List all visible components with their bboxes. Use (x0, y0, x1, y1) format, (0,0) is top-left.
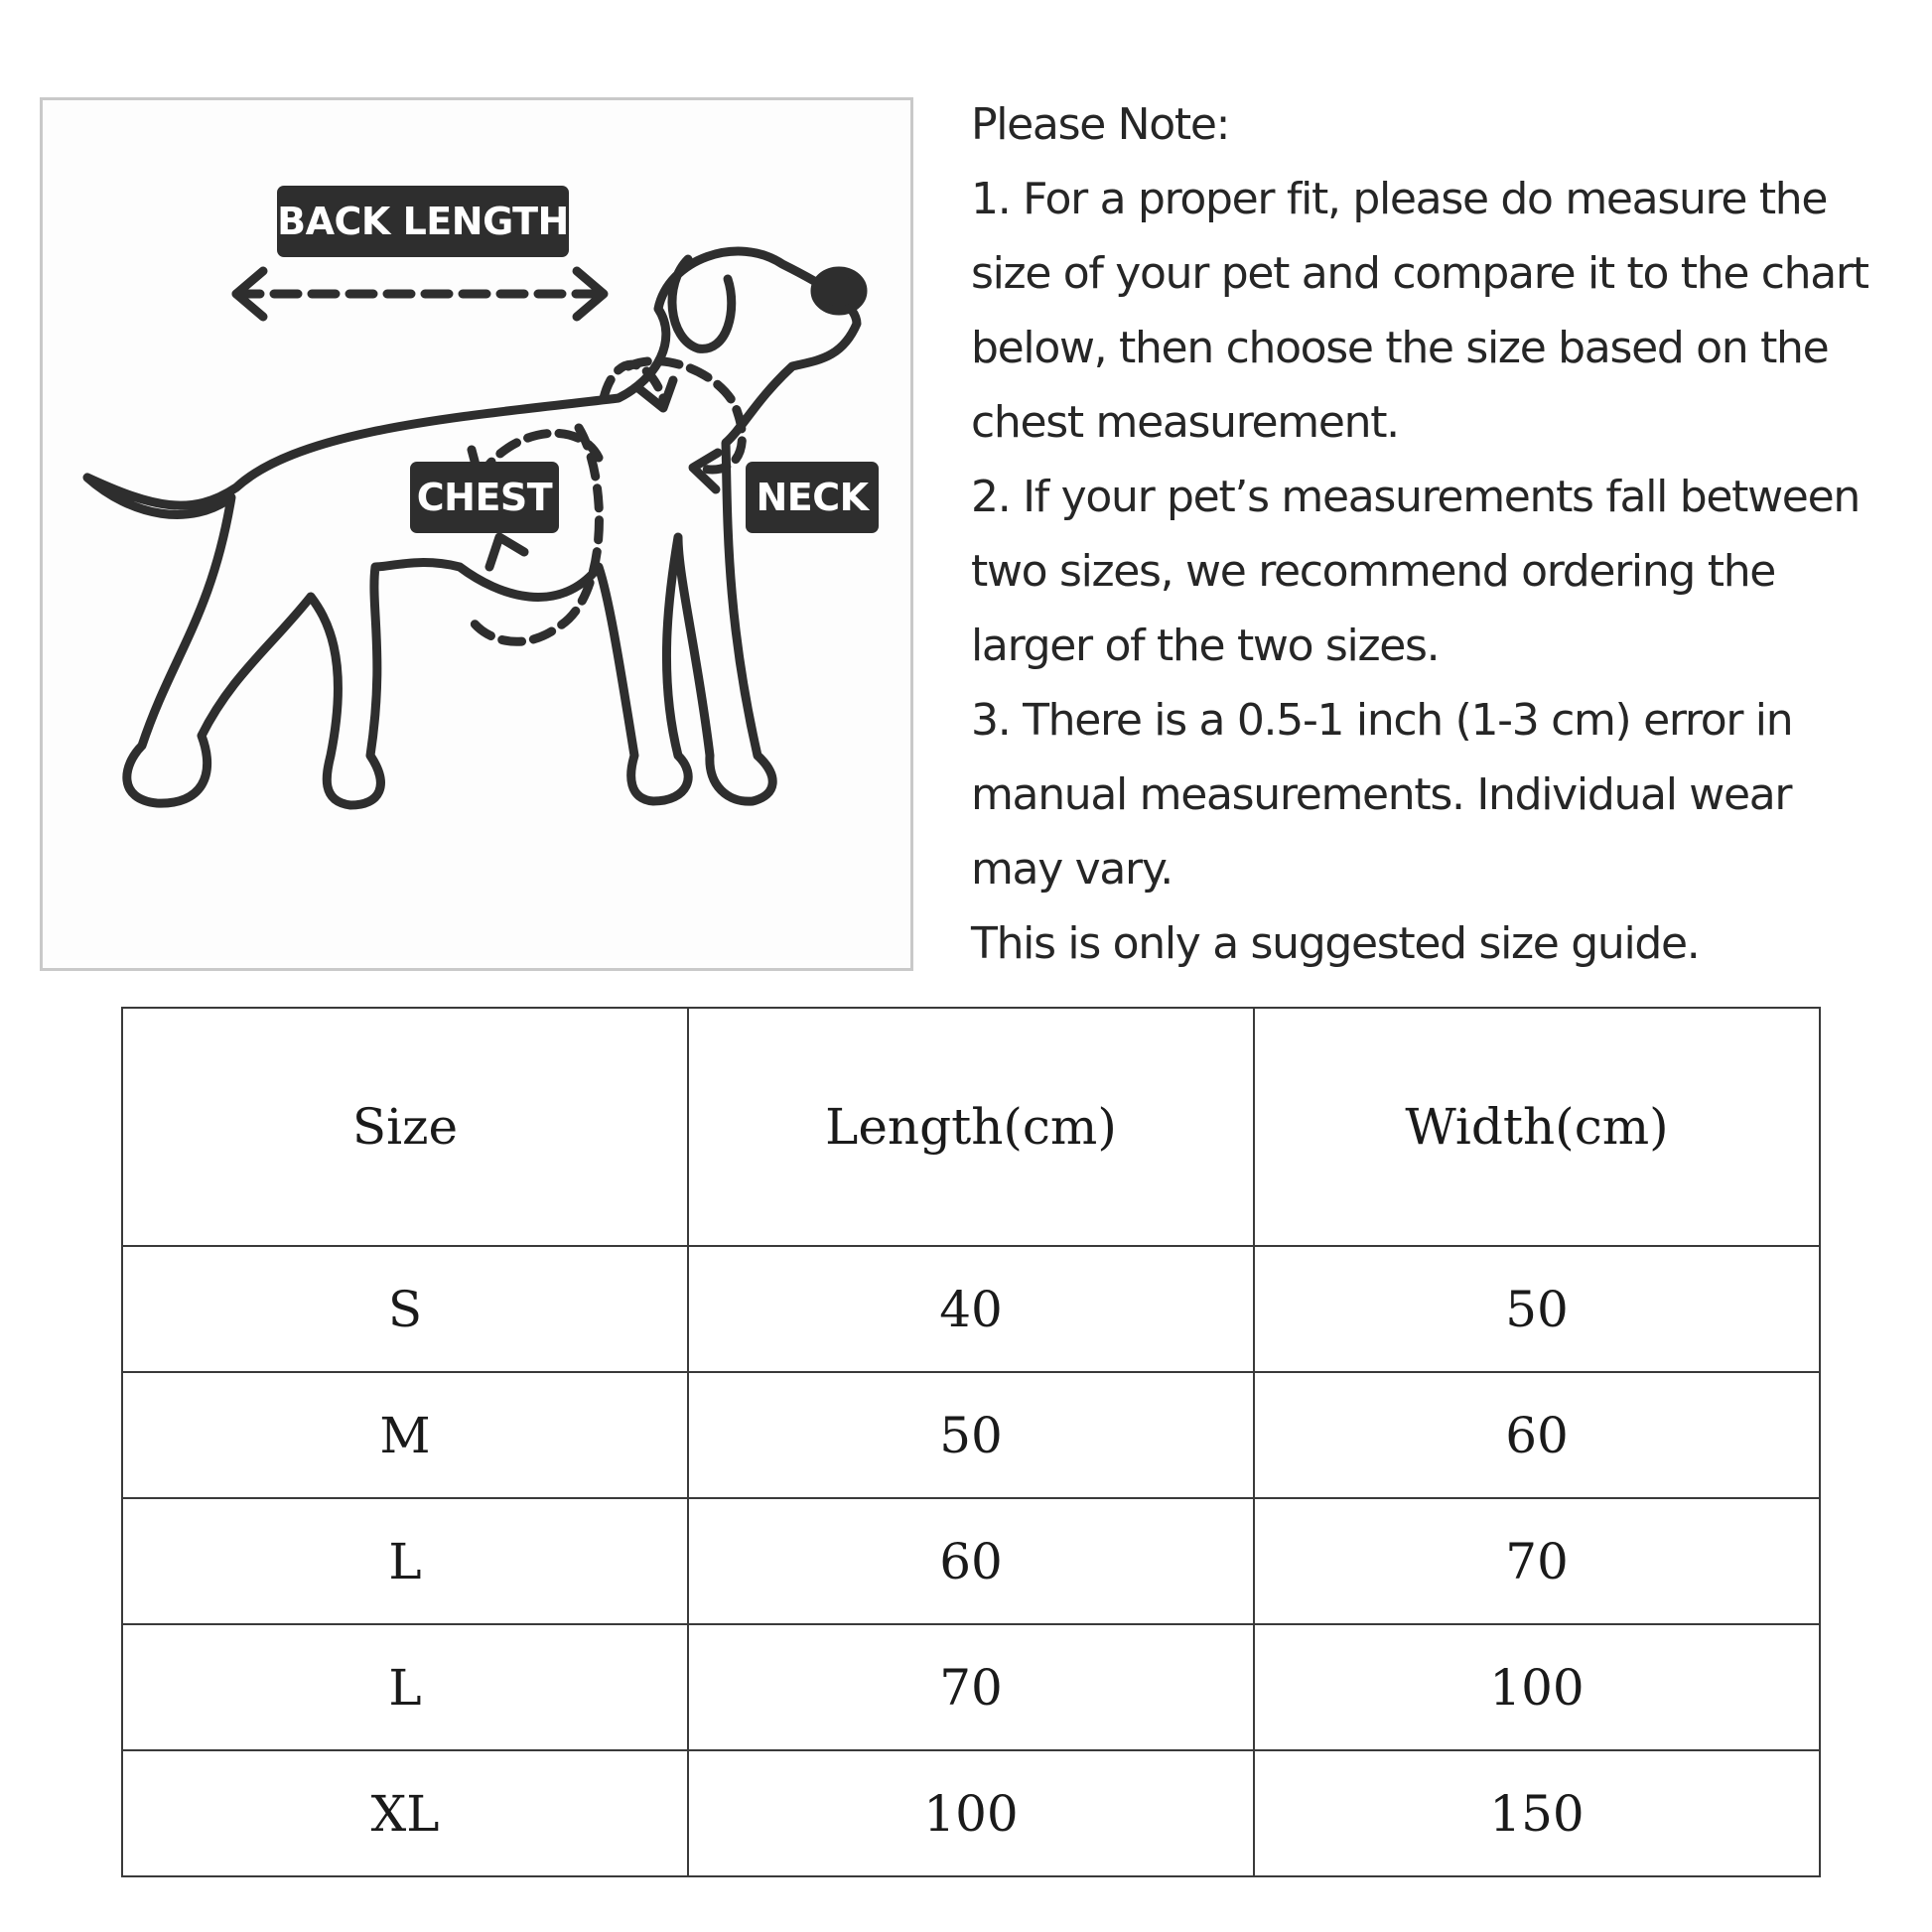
notes-line: below, then choose the size based on the (971, 323, 1829, 373)
dog-ear (672, 259, 732, 348)
notes-line: 3. There is a 0.5-1 inch (1-3 cm) error in (971, 695, 1793, 746)
notes-line: 2. If your pet’s measurements fall between (971, 472, 1860, 522)
cell-length: 70 (688, 1624, 1254, 1750)
cell-width: 100 (1254, 1624, 1820, 1750)
cell-length: 50 (688, 1372, 1254, 1498)
cell-size: M (122, 1372, 688, 1498)
table-row (122, 1246, 1820, 1372)
measurement-diagram (40, 97, 913, 971)
header-length: Length(cm) (688, 1008, 1254, 1246)
chest-arrow-lower (489, 537, 524, 567)
back-length-label: BACK LENGTH (277, 186, 569, 257)
table-row (122, 1750, 1820, 1876)
cell-width: 150 (1254, 1750, 1820, 1876)
cell-width: 60 (1254, 1372, 1820, 1498)
cell-size: S (122, 1246, 688, 1372)
table-header-row (122, 1008, 1820, 1246)
notes-line: manual measurements. Individual wear (971, 769, 1792, 820)
notes-line: two sizes, we recommend ordering the (971, 546, 1776, 597)
cell-width: 50 (1254, 1246, 1820, 1372)
header-size: Size (122, 1008, 688, 1246)
cell-length: 40 (688, 1246, 1254, 1372)
notes-line: size of your pet and compare it to the chart (971, 248, 1868, 299)
cell-size: L (122, 1624, 688, 1750)
neck-label: NECK (746, 462, 879, 533)
notes-line: This is only a suggested size guide. (971, 918, 1700, 969)
size-notes (971, 87, 1924, 981)
cell-width: 70 (1254, 1498, 1820, 1624)
notes-line: may vary. (971, 844, 1173, 895)
header-width: Width(cm) (1254, 1008, 1820, 1246)
size-chart-table (121, 1007, 1821, 1877)
chest-label: CHEST (410, 462, 559, 533)
dog-nose (815, 271, 863, 311)
cell-size: XL (122, 1750, 688, 1876)
notes-line: larger of the two sizes. (971, 621, 1440, 671)
cell-size: L (122, 1498, 688, 1624)
table-row (122, 1624, 1820, 1750)
notes-line: chest measurement. (971, 397, 1399, 448)
table-row (122, 1372, 1820, 1498)
notes-line: 1. For a proper fit, please do measure the (971, 174, 1828, 224)
cell-length: 60 (688, 1498, 1254, 1624)
notes-heading: Please Note: (971, 99, 1230, 150)
table-row (122, 1498, 1820, 1624)
cell-length: 100 (688, 1750, 1254, 1876)
